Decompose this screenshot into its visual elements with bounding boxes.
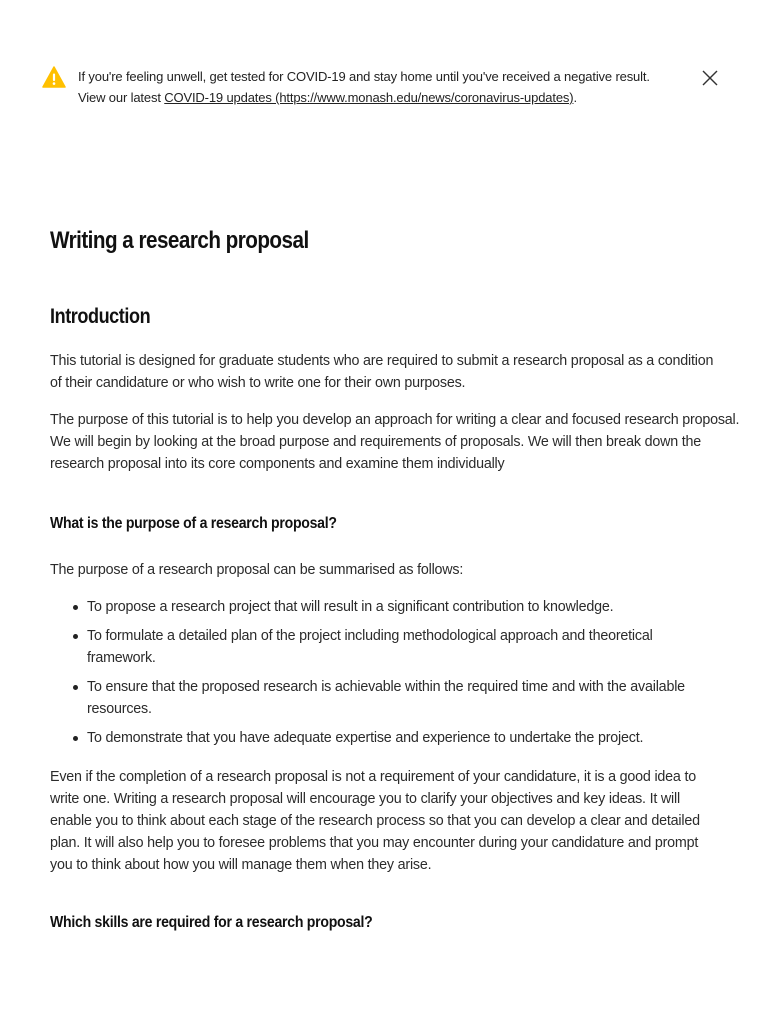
alert-line-2-suffix: . — [573, 90, 577, 105]
introduction-heading: Introduction — [50, 305, 151, 328]
covid-updates-link[interactable]: COVID-19 updates (https://www.monash.edu/news/coronavirus-updates) — [164, 90, 574, 105]
alert-message — [78, 66, 698, 108]
intro-paragraph-1: This tutorial is designed for graduate students who are required to submit a research proposal as a condition of their candidature or who wish to write one for their own purposes. — [50, 353, 714, 391]
page-title: Writing a research proposal — [50, 227, 309, 254]
purpose-list-item: To formulate a detailed plan of the project including methodological approach and theoretical framework. — [50, 625, 710, 669]
main-content — [50, 222, 730, 260]
skills-heading: Which skills are required for a research proposal? — [50, 914, 373, 931]
intro-paragraph-2: The purpose of this tutorial is to help you develop an approach for writing a clear and focused research proposal. We will begin by looking at the broad purpose and requirements of proposals. We will then break down the research proposal into its core components and examine them individually — [50, 412, 740, 472]
alert-line-2-prefix: View our latest — [78, 90, 165, 105]
purpose-closing-paragraph: Even if the completion of a research proposal is not a requirement of your candidature, it is a good idea to write one. Writing a research proposal will encourage you to clarify your objectives and key ideas. It will enable you to think about each stage of the research process so that you can develop a clear and detailed plan. It will also help you to foresee problems that you may encounter during your candidature and prompt you to think about how you will manage them when they arise. — [50, 769, 700, 873]
purpose-list-item: To ensure that the proposed research is achievable within the required time and with the available resources. — [50, 676, 710, 720]
purpose-list — [50, 596, 710, 756]
purpose-list-item: To propose a research project that will result in a significant contribution to knowledge. — [50, 596, 710, 618]
close-icon[interactable] — [700, 68, 720, 88]
purpose-heading: What is the purpose of a research proposal? — [50, 515, 337, 532]
alert-line-1: If you're feeling unwell, get tested for COVID-19 and stay home until you've received a negative result. — [78, 69, 650, 84]
covid-alert-banner — [42, 64, 732, 112]
purpose-intro: The purpose of a research proposal can be summarised as follows: — [50, 562, 464, 578]
purpose-list-item: To demonstrate that you have adequate expertise and experience to undertake the project. — [50, 727, 710, 749]
alert-line-2 — [78, 87, 698, 108]
warning-icon — [42, 66, 66, 88]
